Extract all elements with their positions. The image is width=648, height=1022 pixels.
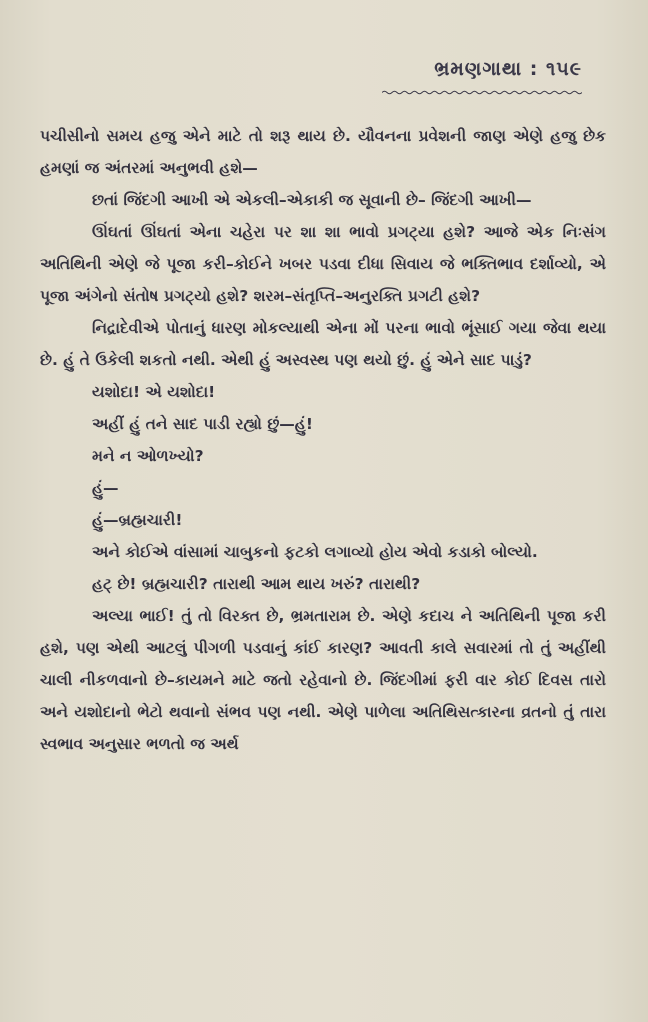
paragraph: નિદ્રાદેવીએ પોતાનું ધારણ મોકલ્યાથી એના મોં પરના ભાવો ભૂંસાઈ ગયા જેવા થયા છે. હું તે ઉકેલી શકતો નથી. એથી હું અસ્વસ્થ પણ થયો છું. હું એને સાદ પાડું? [40, 319, 606, 369]
dialogue-line: હું— [92, 479, 119, 497]
dialogue-line: હું—બ્રહ્મચારી! [92, 511, 183, 529]
paragraph: અલ્યા ભાઈ! તું તો વિરક્ત છે, ભ્રમતારામ છે. એણે કદાચ ને અતિથિની પૂજા કરી હશે, પણ એથી આટલું પીગળી પડવાનું કાંઈ કારણ? આવતી કાલે સવારમાં તો તું અહીંથી ચાલી નીકળવાનો છે–કાયમને માટે જતો રહેવાનો છે. જિંદગીમાં ફરી વાર કોઈ દિવસ તારો અને યશોદાનો ભેટો થવાનો સંભવ પણ નથી. એણે પાળેલા અતિથિસત્કારના વ્રતનો તું તારા સ્વભાવ અનુસાર ભળતો જ અર્થ [40, 607, 606, 753]
page-header [382, 58, 582, 99]
paragraph: ઊંઘતાં ઊંઘતાં એના ચહેરા પર શા શા ભાવો પ્રગટ્યા હશે? આજે એક નિઃસંગ અતિથિની એણે જે પૂજા કરી–કોઈને ખબર પડવા દીધા સિવાય જે ભક્તિભાવ દર્શાવ્યો, એ પૂજા અંગેનો સંતોષ પ્રગટ્યો હશે? શરમ–સંતૃપ્તિ–અનુરક્તિ પ્રગટી હશે? [40, 223, 606, 305]
running-title: ભ્રમણગાથા : ૧૫૯ [434, 58, 582, 80]
paragraph: છતાં જિંદગી આખી એ એકલી–એકાકી જ સૂવાની છે– જિંદગી આખી— [92, 191, 532, 209]
paragraph: હટ્ છે! બ્રહ્મચારી? તારાથી આમ થાય ખરું? તારાથી? [92, 575, 421, 593]
dialogue-line: મને ન ઓળખ્યો? [92, 447, 204, 465]
paragraph: પચીસીનો સમય હજુ એને માટે તો શરૂ થાય છે. યૌવનના પ્રવેશની જાણ એણે હજુ છેક હમણાં જ અંતરમાં અનુભવી હશે— [40, 127, 606, 177]
dialogue-line: અહીં હું તને સાદ પાડી રહ્યો છું—હું! [92, 415, 313, 433]
paragraph: અને કોઈએ વાંસામાં ચાબુકનો ફટકો લગાવ્યો હોય એવો કડાકો બોલ્યો. [92, 543, 538, 561]
wavy-underline [382, 90, 582, 95]
page-body [40, 120, 606, 760]
dialogue-line: યશોદા! એ યશોદા! [92, 383, 216, 401]
